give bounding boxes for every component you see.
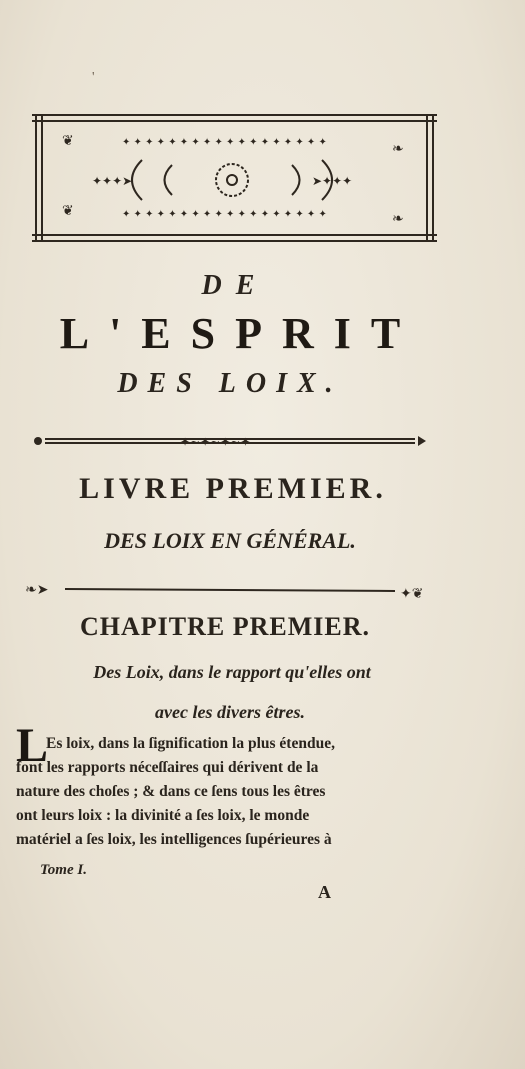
page-mark: ' xyxy=(92,70,95,85)
divider-rule xyxy=(25,572,435,602)
svg-text:❧: ❧ xyxy=(392,141,404,157)
svg-text:❧➤: ❧➤ xyxy=(25,582,49,598)
body-line: font les rapports néceſſaires qui dérivent de la xyxy=(16,759,319,776)
ornamental-rule xyxy=(30,430,430,452)
body-paragraph xyxy=(16,732,436,852)
chapitre-subtitle-line1: Des Loix, dans le rapport qu'elles ont xyxy=(93,662,371,682)
svg-text:✦ ✦ ✦ ✦ ✦ ✦ ✦ ✦ ✦ ✦ ✦ ✦ ✦ ✦ ✦: ✦ ✦ ✦ ✦ ✦ ✦ ✦ ✦ ✦ ✦ ✦ ✦ ✦ ✦ ✦ ✦ ✦ ✦ xyxy=(122,209,327,220)
svg-text:✦ ✦ ✦ ✦ ✦ ✦ ✦ ✦ ✦ ✦ ✦ ✦ ✦ ✦ ✦: ✦ ✦ ✦ ✦ ✦ ✦ ✦ ✦ ✦ ✦ ✦ ✦ ✦ ✦ ✦ ✦ ✦ ✦ xyxy=(122,137,327,148)
svg-text:❦: ❦ xyxy=(62,203,74,219)
body-line: nature des choſes ; & dans ce ſens tous les êtres xyxy=(16,783,326,800)
svg-text:✦✦✦➤: ✦✦✦➤ xyxy=(92,174,133,188)
svg-text:➤✦✦✦: ➤✦✦✦ xyxy=(312,174,353,188)
title-de: DE xyxy=(201,270,269,301)
tome-label: Tome I. xyxy=(40,862,87,878)
title-des-loix: DES LOIX. xyxy=(117,368,343,399)
body-line: Es loix, dans la ſignification la plus étendue, xyxy=(46,735,335,752)
chapitre-heading: CHAPITRE PREMIER. xyxy=(79,612,370,641)
ornamental-headpiece xyxy=(22,105,447,255)
title-esprit: L'ESPRIT xyxy=(59,309,421,358)
svg-text:❦: ❦ xyxy=(62,133,74,149)
svg-text:❧: ❧ xyxy=(392,211,404,227)
body-line: matériel a ſes loix, les intelligences ſupérieures à xyxy=(16,831,332,848)
body-line: ont leurs loix : la divinité a ſes loix, le monde xyxy=(16,807,310,824)
livre-subtitle: DES LOIX EN GÉNÉRAL. xyxy=(104,528,356,553)
chapitre-subtitle-line2: avec les divers êtres. xyxy=(155,702,305,722)
svg-text:✦❦: ✦❦ xyxy=(400,586,424,602)
livre-heading: LIVRE PREMIER. xyxy=(79,472,387,505)
signature-mark: A xyxy=(318,882,331,902)
drop-cap: L xyxy=(16,719,49,772)
svg-text:✦~✦~✦~✦: ✦~✦~✦~✦ xyxy=(180,435,251,449)
